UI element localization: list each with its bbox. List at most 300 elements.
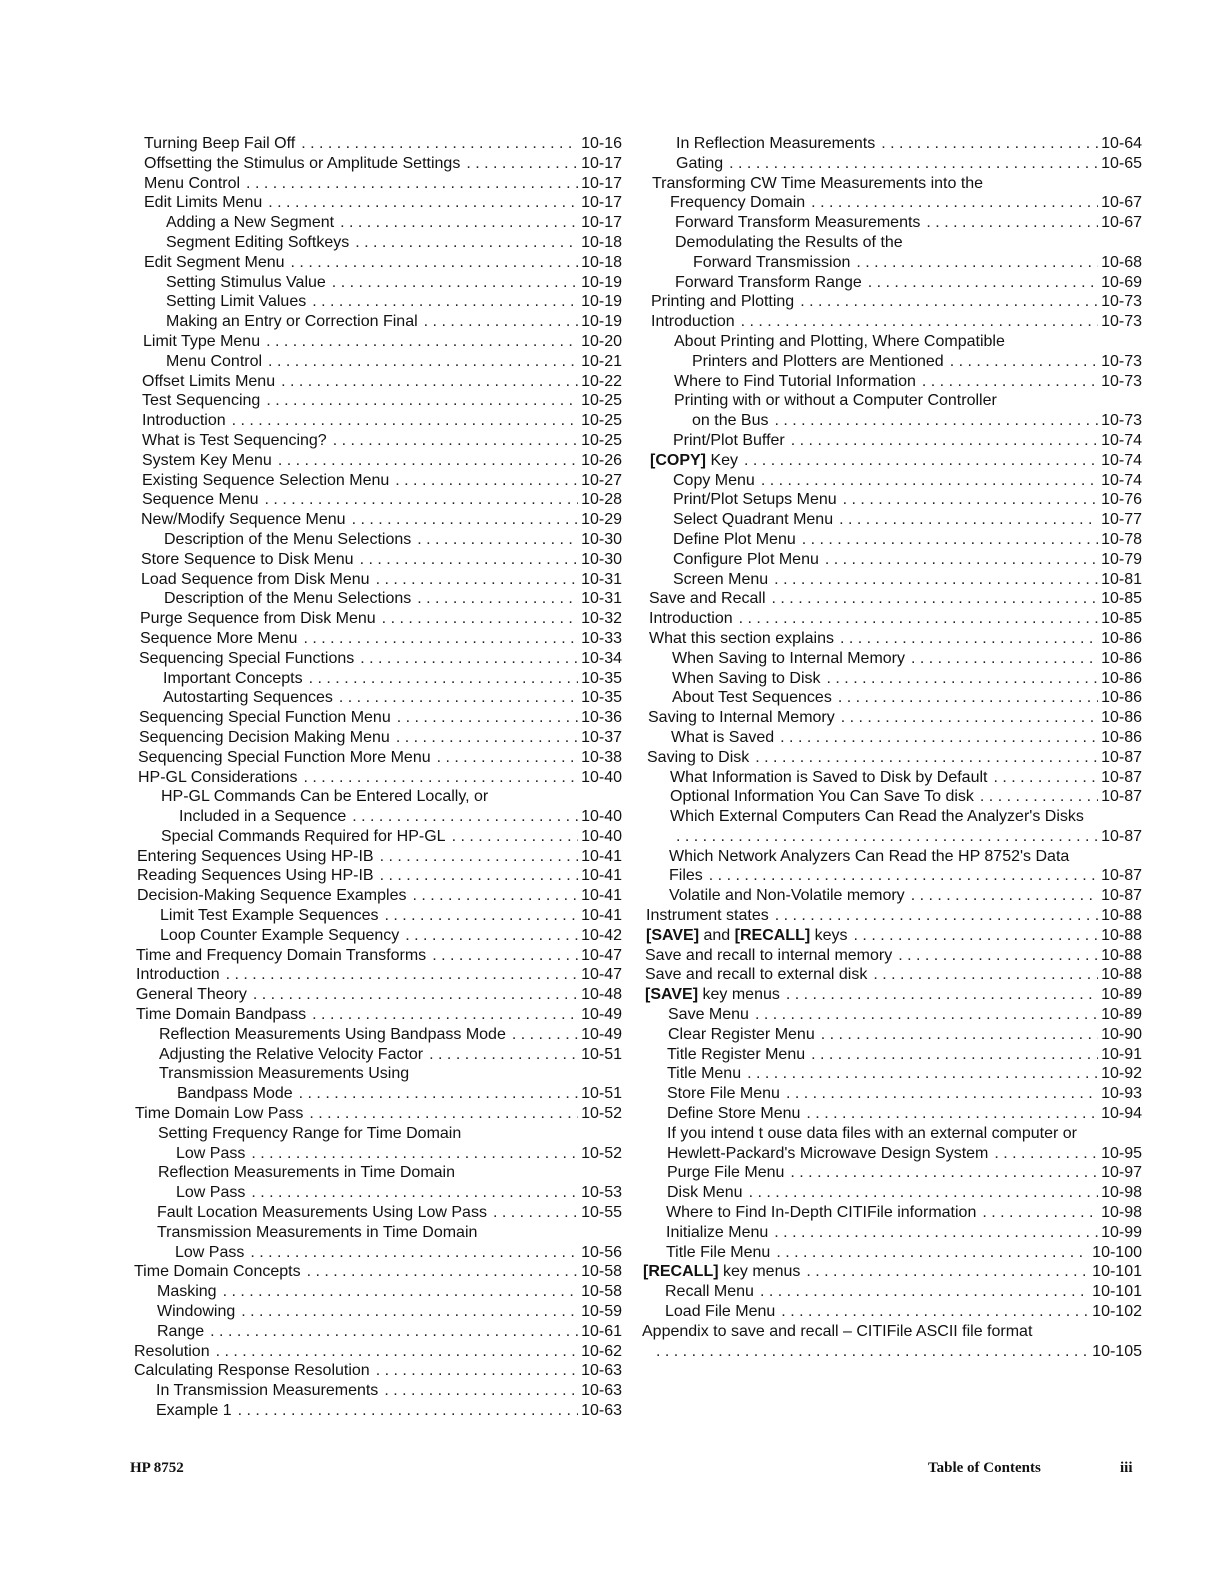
toc-entry — [642, 609, 1142, 629]
toc-entry — [134, 134, 622, 154]
toc-entry — [642, 550, 1142, 570]
dot-leader — [223, 1282, 579, 1302]
toc-entry-label: Load Sequence from Disk Menu — [141, 570, 370, 588]
toc-entry-label: Setting Frequency Range for Time Domain — [158, 1124, 462, 1142]
toc-entry — [642, 1342, 1142, 1362]
dot-leader — [843, 490, 1098, 510]
toc-entry-page: 10-67 — [1101, 214, 1142, 232]
toc-entry — [642, 530, 1142, 550]
toc-entry — [134, 728, 622, 748]
toc-entry — [134, 1342, 622, 1362]
dot-leader — [760, 1282, 1089, 1302]
toc-entry — [642, 273, 1142, 293]
dot-leader — [309, 1104, 578, 1124]
dot-leader — [333, 431, 578, 451]
toc-entry — [642, 847, 1142, 867]
dot-leader — [982, 1203, 1098, 1223]
toc-entry — [642, 253, 1142, 273]
toc-entry — [134, 391, 622, 411]
dot-leader — [396, 728, 578, 748]
toc-entry-page: 10-76 — [1101, 491, 1142, 509]
toc-entry-page: 10-97 — [1101, 1164, 1142, 1182]
toc-entry-label: Clear Register Menu — [668, 1025, 815, 1043]
toc-entry — [134, 1282, 622, 1302]
toc-entry-label: About Printing and Plotting, Where Compatible — [674, 332, 1005, 350]
toc-entry — [134, 629, 622, 649]
toc-entry — [134, 1005, 622, 1025]
toc-entry — [134, 411, 622, 431]
toc-entry-page: 10-25 — [581, 412, 622, 430]
toc-entry-page: 10-99 — [1101, 1223, 1142, 1241]
toc-entry-label: Sequence More Menu — [140, 629, 298, 647]
toc-entry-page: 10-101 — [1092, 1263, 1142, 1281]
dot-leader — [825, 550, 1098, 570]
toc-entry — [134, 451, 622, 471]
toc-entry-page: 10-17 — [581, 154, 622, 172]
toc-entry-label: Transmission Measurements in Time Domain — [157, 1223, 478, 1241]
toc-entry-label: Title Menu — [667, 1065, 742, 1083]
toc-entry-page: 10-101 — [1092, 1283, 1142, 1301]
toc-entry — [134, 1104, 622, 1124]
toc-entry-page: 10-63 — [581, 1402, 622, 1419]
toc-entry-label: Limit Type Menu — [143, 332, 261, 350]
dot-leader — [355, 233, 578, 253]
toc-entry — [134, 490, 622, 510]
toc-entry — [134, 847, 622, 867]
dot-leader — [266, 332, 578, 352]
dot-leader — [786, 985, 1098, 1005]
toc-entry-label: Bandpass Mode — [177, 1085, 293, 1103]
toc-entry-label: Menu Control — [166, 352, 263, 370]
toc-entry-page: 10-37 — [581, 728, 622, 746]
toc-entry-page: 10-49 — [581, 1025, 622, 1043]
toc-entry-label: Gating — [676, 154, 724, 172]
toc-entry-page: 10-86 — [1101, 709, 1142, 727]
toc-entry-label: Masking — [157, 1283, 217, 1301]
dot-leader — [656, 1342, 1089, 1362]
toc-entry-label: Configure Plot Menu — [673, 550, 819, 568]
dot-leader — [303, 768, 578, 788]
dot-leader — [791, 431, 1098, 451]
toc-entry-page: 10-35 — [581, 689, 622, 707]
toc-entry — [134, 1243, 622, 1263]
toc-entry — [642, 372, 1142, 392]
toc-entry — [642, 1203, 1142, 1223]
toc-entry-page: 10-38 — [581, 748, 622, 766]
toc-entry-label: What this section explains — [649, 629, 834, 647]
dot-leader — [405, 926, 578, 946]
toc-entry-page: 10-51 — [581, 1085, 622, 1103]
toc-entry-label: Calculating Response Resolution — [134, 1362, 370, 1380]
toc-entry-page: 10-31 — [581, 570, 622, 588]
toc-entry — [134, 154, 622, 174]
toc-entry-page: 10-28 — [581, 491, 622, 509]
toc-entry-page: 10-89 — [1101, 986, 1142, 1004]
dot-leader — [493, 1203, 578, 1223]
dot-leader — [709, 866, 1098, 886]
toc-entry — [642, 490, 1142, 510]
toc-entry-page: 10-73 — [1101, 372, 1142, 390]
dot-leader — [265, 490, 579, 510]
dot-leader — [747, 1064, 1098, 1084]
toc-entry-label: Frequency Domain — [670, 194, 806, 212]
toc-entry-page: 10-94 — [1101, 1105, 1142, 1123]
toc-entry-page: 10-58 — [581, 1263, 622, 1281]
toc-entry — [134, 1381, 622, 1401]
dot-leader — [312, 292, 578, 312]
dot-leader — [452, 827, 579, 847]
toc-entry — [134, 530, 622, 550]
toc-entry-label: Store Sequence to Disk Menu — [141, 550, 354, 568]
toc-entry-page: 10-58 — [581, 1283, 622, 1301]
toc-entry-page: 10-90 — [1101, 1025, 1142, 1043]
dot-leader — [821, 1025, 1098, 1045]
toc-entry — [642, 1144, 1142, 1164]
dot-leader — [281, 372, 578, 392]
toc-entry — [642, 471, 1142, 491]
toc-entry-page: 10-33 — [581, 629, 622, 647]
dot-leader — [466, 154, 578, 174]
dot-leader — [251, 1144, 578, 1164]
toc-entry — [642, 233, 1142, 253]
toc-entry-page: 10-20 — [581, 332, 622, 350]
toc-entry-page: 10-52 — [581, 1144, 622, 1162]
toc-entry-page: 10-100 — [1092, 1243, 1142, 1261]
toc-entry-page: 10-55 — [581, 1204, 622, 1222]
toc-entry-page: 10-62 — [581, 1342, 622, 1360]
toc-entry-page: 10-87 — [1101, 827, 1142, 845]
toc-entry — [134, 787, 622, 807]
dot-leader — [775, 906, 1098, 926]
dot-leader — [232, 411, 578, 431]
toc-entry-page: 10-42 — [581, 926, 622, 944]
dot-leader — [911, 649, 1098, 669]
toc-entry — [642, 965, 1142, 985]
toc-entry-label: Description of the Menu Selections — [164, 590, 412, 608]
toc-entry-page: 10-47 — [581, 966, 622, 984]
toc-entry — [642, 134, 1142, 154]
dot-leader — [811, 193, 1098, 213]
toc-entry-label: Special Commands Required for HP-GL — [161, 827, 446, 845]
toc-entry-page: 10-53 — [581, 1184, 622, 1202]
toc-entry-label: Reading Sequences Using HP-IB — [137, 867, 374, 885]
toc-entry-page: 10-34 — [581, 649, 622, 667]
toc-entry — [642, 1124, 1142, 1144]
toc-entry — [642, 193, 1142, 213]
toc-entry-page: 10-52 — [581, 1105, 622, 1123]
toc-entry-label: Volatile and Non-Volatile memory — [669, 887, 905, 905]
dot-leader — [251, 1183, 578, 1203]
toc-entry-page: 10-30 — [581, 550, 622, 568]
toc-entry-label: Printers and Plotters are Mentioned — [692, 352, 944, 370]
toc-entry — [134, 866, 622, 886]
toc-entry — [134, 1183, 622, 1203]
dot-leader — [382, 609, 578, 629]
toc-entry — [642, 708, 1142, 728]
toc-entry — [134, 609, 622, 629]
dot-leader — [774, 570, 1098, 590]
dot-leader — [873, 965, 1098, 985]
toc-entry-page: 10-41 — [581, 907, 622, 925]
toc-entry-label: Optional Information You Can Save To disk — [670, 788, 974, 806]
toc-entry-page: 10-86 — [1101, 669, 1142, 687]
dot-leader — [384, 1381, 578, 1401]
toc-entry-page: 10-85 — [1101, 610, 1142, 628]
toc-entry-label: Edit Segment Menu — [144, 253, 285, 271]
toc-entry-label: Description of the Menu Selections — [164, 530, 412, 548]
toc-entry-label: Included in a Sequence — [179, 808, 347, 826]
toc-entry-label: Transmission Measurements Using — [159, 1065, 410, 1083]
dot-leader — [417, 530, 578, 550]
toc-entry-page: 10-85 — [1101, 590, 1142, 608]
dot-leader — [241, 1302, 578, 1322]
dot-leader — [774, 1223, 1098, 1243]
toc-entry-label: HP-GL Commands Can be Entered Locally, or — [161, 788, 489, 806]
toc-entry — [642, 1282, 1142, 1302]
toc-entry — [642, 312, 1142, 332]
toc-entry-label: Limit Test Example Sequences — [160, 907, 379, 925]
dot-leader — [994, 1144, 1098, 1164]
toc-entry-label: Example 1 — [156, 1402, 232, 1419]
toc-entry-label: Recall Menu — [665, 1283, 754, 1301]
toc-entry-page: 10-16 — [581, 135, 622, 152]
toc-entry-label: Purge File Menu — [667, 1164, 785, 1182]
toc-entry-label: Adjusting the Relative Velocity Factor — [159, 1045, 424, 1063]
toc-entry-label: Define Plot Menu — [673, 530, 796, 548]
dot-leader — [216, 1342, 578, 1362]
dot-leader — [755, 1005, 1098, 1025]
dot-leader — [761, 471, 1098, 491]
toc-entry — [642, 1302, 1142, 1322]
toc-entry-label: Windowing — [157, 1303, 236, 1321]
toc-entry-label: Time Domain Concepts — [134, 1263, 301, 1281]
toc-entry-page: 10-41 — [581, 867, 622, 885]
dot-leader — [352, 807, 578, 827]
toc-entry-page: 10-73 — [1101, 352, 1142, 370]
dot-leader — [266, 391, 578, 411]
dot-leader — [840, 629, 1098, 649]
toc-entry-page: 10-87 — [1101, 748, 1142, 766]
toc-entry — [134, 926, 622, 946]
toc-entry — [134, 1302, 622, 1322]
toc-entry-label: Which External Computers Can Read the Analyzer's Disks — [670, 808, 1084, 826]
toc-entry — [642, 510, 1142, 530]
toc-entry-page: 10-87 — [1101, 867, 1142, 885]
toc-entry — [642, 174, 1142, 194]
toc-entry-page: 10-18 — [581, 253, 622, 271]
toc-entry-label: Load File Menu — [665, 1303, 776, 1321]
dot-leader — [741, 312, 1098, 332]
toc-entry — [642, 570, 1142, 590]
toc-entry — [134, 174, 622, 194]
dot-leader — [856, 253, 1098, 273]
toc-entry-page: 10-56 — [581, 1243, 622, 1261]
toc-entry-page: 10-81 — [1101, 570, 1142, 588]
toc-entry-label: on the Bus — [692, 412, 769, 430]
toc-entry-label: Sequencing Special Function Menu — [139, 709, 391, 727]
toc-entry-page: 10-88 — [1101, 966, 1142, 984]
toc-entry-label: Save and recall to external disk — [645, 966, 868, 984]
toc-entry-page: 10-41 — [581, 847, 622, 865]
dot-leader — [312, 1005, 578, 1025]
toc-entry-label: Saving to Internal Memory — [648, 709, 835, 727]
dot-leader — [253, 985, 578, 1005]
toc-entry-label: Low Pass — [176, 1184, 246, 1202]
dot-leader — [898, 946, 1098, 966]
toc-entry-page: 10-49 — [581, 1006, 622, 1024]
toc-entry-label: Store File Menu — [667, 1085, 780, 1103]
toc-entry-label: Printing and Plotting — [651, 293, 795, 311]
toc-entry-page: 10-86 — [1101, 689, 1142, 707]
toc-entry-label: Screen Menu — [673, 570, 769, 588]
toc-entry-page: 10-73 — [1101, 412, 1142, 430]
toc-entry — [642, 431, 1142, 451]
toc-entry-page: 10-98 — [1101, 1204, 1142, 1222]
toc-entry-label: Introduction — [651, 313, 735, 331]
toc-entry-label: Appendix to save and recall – CITIFile ASCII file format — [642, 1322, 1033, 1340]
toc-entry-label: About Test Sequences — [672, 689, 832, 707]
toc-entry-page: 10-32 — [581, 610, 622, 628]
toc-entry — [642, 926, 1142, 946]
dot-leader — [772, 589, 1099, 609]
toc-entry-label: Files — [669, 867, 703, 885]
toc-entry — [642, 1005, 1142, 1025]
toc-entry — [642, 1183, 1142, 1203]
toc-entry-label: Time and Frequency Domain Transforms — [136, 946, 427, 964]
toc-entry — [642, 787, 1142, 807]
toc-entry — [642, 411, 1142, 431]
toc-entry-page: 10-65 — [1101, 154, 1142, 172]
toc-entry — [134, 649, 622, 669]
toc-entry — [134, 1361, 622, 1381]
toc-entry — [642, 1064, 1142, 1084]
toc-entry — [134, 946, 622, 966]
toc-entry — [134, 1084, 622, 1104]
dot-leader — [806, 1104, 1098, 1124]
toc-entry — [134, 431, 622, 451]
dot-leader — [352, 510, 579, 530]
toc-entry — [134, 233, 622, 253]
toc-entry-label: Time Domain Bandpass — [136, 1006, 307, 1024]
toc-entry-label: New/Modify Sequence Menu — [141, 511, 346, 529]
dot-leader — [781, 1302, 1089, 1322]
dot-leader — [676, 827, 1098, 847]
toc-entry-label: Introduction — [136, 966, 220, 984]
toc-entry — [642, 1163, 1142, 1183]
toc-entry — [134, 1025, 622, 1045]
toc-entry — [642, 629, 1142, 649]
dot-leader — [340, 213, 578, 233]
dot-leader — [790, 1163, 1098, 1183]
toc-entry-label: Loop Counter Example Sequency — [160, 926, 400, 944]
toc-entry-label: Important Concepts — [163, 669, 303, 687]
toc-entry — [642, 451, 1142, 471]
toc-entry-page: 10-95 — [1101, 1144, 1142, 1162]
toc-entry — [642, 1045, 1142, 1065]
toc-entry-label: Resolution — [134, 1342, 210, 1360]
toc-left-column — [134, 134, 622, 1421]
toc-entry-label: Making an Entry or Correction Final — [166, 313, 418, 331]
toc-entry — [134, 372, 622, 392]
dot-leader — [911, 886, 1098, 906]
toc-entry — [134, 1401, 622, 1421]
toc-entry-label: Select Quadrant Menu — [673, 511, 834, 529]
toc-entry-page: 10-74 — [1101, 431, 1142, 449]
toc-entry-label: General Theory — [136, 986, 247, 1004]
toc-entry — [134, 807, 622, 827]
toc-entry-page: 10-48 — [581, 986, 622, 1004]
dot-leader — [881, 134, 1098, 154]
toc-entry — [134, 906, 622, 926]
toc-entry-label: Sequencing Special Function More Menu — [138, 748, 431, 766]
dot-leader — [838, 688, 1098, 708]
dot-leader — [301, 134, 578, 154]
toc-entry-label: Setting Stimulus Value — [166, 273, 326, 291]
toc-entry-label: When Saving to Disk — [672, 669, 821, 687]
toc-entry-page: 10-17 — [581, 174, 622, 192]
toc-entry-page: 10-68 — [1101, 253, 1142, 271]
dot-leader — [749, 1183, 1099, 1203]
toc-entry — [642, 866, 1142, 886]
toc-entry-label: Title Register Menu — [667, 1045, 806, 1063]
toc-entry — [134, 273, 622, 293]
toc-entry-label: Sequencing Decision Making Menu — [139, 728, 390, 746]
toc-entry — [642, 1104, 1142, 1124]
toc-entry — [134, 1124, 622, 1144]
toc-entry — [642, 391, 1142, 411]
dot-leader — [950, 352, 1098, 372]
dot-leader — [380, 847, 579, 867]
toc-entry-label: What is Test Sequencing? — [142, 431, 327, 449]
toc-entry-label: What Information is Saved to Disk by Default — [670, 768, 988, 786]
toc-entry-label: Save and recall to internal memory — [645, 946, 893, 964]
toc-entry — [642, 1322, 1142, 1342]
toc-entry-label: Segment Editing Softkeys — [166, 233, 350, 251]
toc-entry — [642, 332, 1142, 352]
dot-leader — [376, 1361, 578, 1381]
toc-entry — [134, 1223, 622, 1243]
dot-leader — [922, 372, 1098, 392]
toc-entry-label: Which Network Analyzers Can Read the HP 8752's Data — [669, 847, 1070, 865]
toc-entry-page: 10-40 — [581, 808, 622, 826]
toc-entry-label: Decision-Making Sequence Examples — [137, 887, 407, 905]
toc-entry — [134, 669, 622, 689]
toc-entry-page: 10-102 — [1092, 1303, 1142, 1321]
toc-entry-page: 10-25 — [581, 431, 622, 449]
toc-entry-label: Transforming CW Time Measurements into the — [652, 174, 984, 192]
dot-leader — [246, 174, 578, 194]
dot-leader — [744, 451, 1098, 471]
toc-entry — [642, 1025, 1142, 1045]
toc-entry-label: System Key Menu — [142, 451, 272, 469]
toc-entry-label: [RECALL] key menus — [643, 1263, 801, 1281]
dot-leader — [309, 669, 578, 689]
dot-leader — [432, 946, 578, 966]
toc-entry — [134, 985, 622, 1005]
toc-entry-label: Fault Location Measurements Using Low Pass — [157, 1204, 487, 1222]
toc-entry-page: 10-40 — [581, 827, 622, 845]
toc-entry — [642, 213, 1142, 233]
toc-entry — [642, 1223, 1142, 1243]
toc-entry — [642, 1262, 1142, 1282]
toc-entry — [642, 688, 1142, 708]
toc-entry-page: 10-78 — [1101, 530, 1142, 548]
toc-entry-label: Forward Transmission — [693, 253, 851, 271]
toc-entry-page: 10-26 — [581, 451, 622, 469]
toc-entry — [134, 1064, 622, 1084]
toc-entry-label: Purge Sequence from Disk Menu — [140, 610, 376, 628]
dot-leader — [268, 352, 578, 372]
